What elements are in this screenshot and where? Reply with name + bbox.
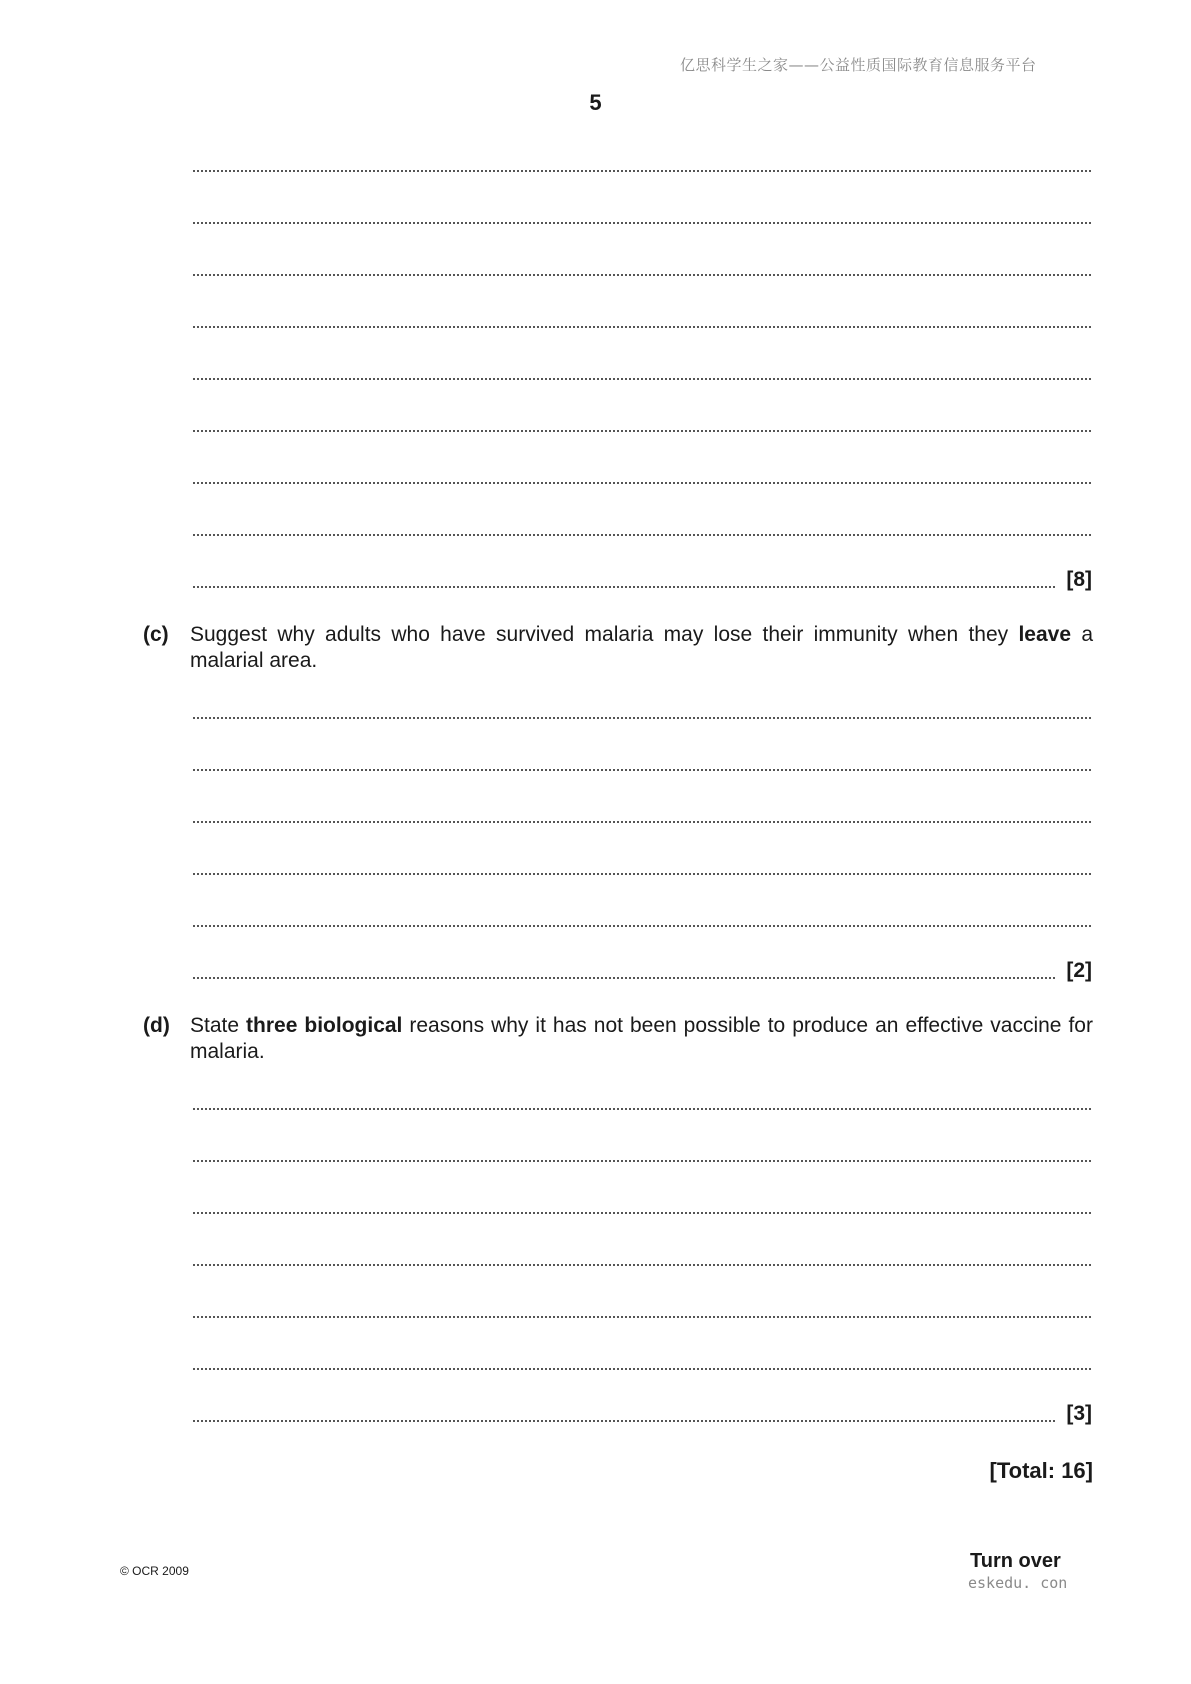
marks-label: [3] — [1066, 1402, 1092, 1425]
answer-line[interactable] — [192, 257, 1092, 279]
total-marks: [Total: 16] — [989, 1458, 1093, 1483]
answer-line[interactable] — [192, 153, 1092, 175]
answer-line[interactable] — [192, 465, 1092, 487]
question-label: (c) — [143, 623, 169, 646]
answer-line[interactable] — [192, 752, 1092, 774]
answer-line-final[interactable] — [192, 1403, 1092, 1425]
page-number: 5 — [589, 90, 602, 115]
question-label: (d) — [143, 1014, 170, 1037]
answer-line[interactable] — [192, 517, 1092, 539]
answer-line[interactable] — [192, 908, 1092, 930]
answer-line-final[interactable] — [192, 960, 1092, 982]
answer-line[interactable] — [192, 1091, 1092, 1113]
answer-line-final[interactable] — [192, 569, 1092, 591]
question-d — [143, 1013, 1093, 1065]
answer-line[interactable] — [192, 361, 1092, 383]
answer-line[interactable] — [192, 804, 1092, 826]
copyright-notice: © OCR 2009 — [120, 1564, 189, 1578]
answer-line[interactable] — [192, 856, 1092, 878]
answer-line[interactable] — [192, 413, 1092, 435]
answer-line[interactable] — [192, 1143, 1092, 1165]
answer-line[interactable] — [192, 1351, 1092, 1373]
marks-label: [8] — [1066, 568, 1092, 591]
answer-line[interactable] — [192, 1247, 1092, 1269]
question-text: State three biological reasons why it has not been possible to produce an effective vaccine for malaria. — [190, 1014, 1093, 1063]
marks-label: [2] — [1066, 959, 1092, 982]
turn-over-label: Turn over — [970, 1550, 1061, 1572]
question-c — [143, 622, 1093, 674]
answer-line[interactable] — [192, 1195, 1092, 1217]
site-watermark: eskedu. con — [968, 1574, 1068, 1592]
watermark-text: 亿思科学生之家——公益性质国际教育信息服务平台 — [680, 56, 1037, 74]
answer-line[interactable] — [192, 1299, 1092, 1321]
answer-line[interactable] — [192, 700, 1092, 722]
answer-line[interactable] — [192, 309, 1092, 331]
answer-line[interactable] — [192, 205, 1092, 227]
question-text: Suggest why adults who have survived malaria may lose their immunity when they leave a malarial area. — [190, 623, 1093, 672]
